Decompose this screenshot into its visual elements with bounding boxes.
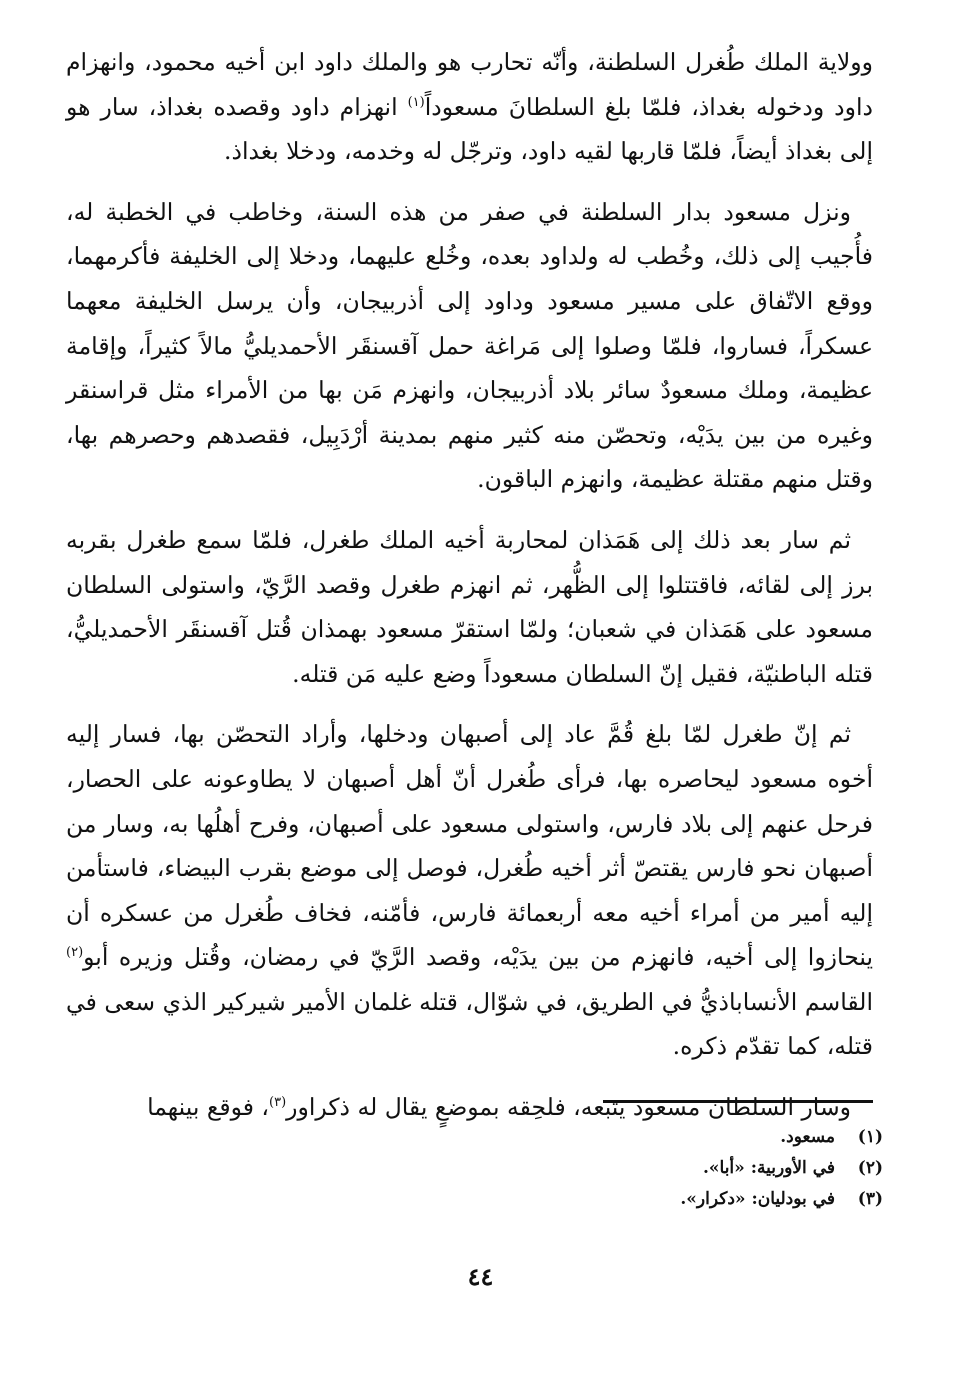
footnote-1-text: مسعود. (780, 1127, 835, 1147)
footnotes-block (383, 1122, 883, 1215)
paragraph-1-text-a: وولاية الملك طُغرل السلطنة، وأنّه تحارب هو والملك داود ابن أخيه محمود، وانهزام داود ودخوله بغداذ، فلمّا بلغ السلطانَ مسعوداً (66, 48, 873, 121)
paragraph-1-text-b: انهزام داود وقصده بغداذ، سار هو إلى بغداذ أيضاً، فلمّا قاربها لقيه داود، وترجّل له وخدمه، ودخلا بغداذ. (66, 92, 873, 166)
footnote-1 (383, 1122, 883, 1153)
footnote-ref-3: (٣) (269, 1095, 287, 1111)
main-text-block (66, 40, 873, 1146)
paragraph-2-text: ونزل مسعود بدار السلطنة في صفر من هذه السنة، وخاطب في الخطبة له، فأُجيب إلى ذلك، وخُطب له ولداود بعده، وخُلع عليهما، ودخلا إلى الخليفة فأكرمهما، ووقع الاتّفاق على مسير مسعود وداود إلى أذربيجان، وأن يرسل الخليفة معهما عسكراً، فساروا، فلمّا وصلوا إلى مَراغة حمل آقسنقَر الأحمديليُّ مالاً كثيراً، وإقامة عظيمة، وملك مسعودٌ سائر بلاد أذربيجان، وانهزم مَن بها من الأمراء مثل قراسنقر وغيره من بين يدَيْه، وتحصّن منه كثير منهم بمدينة أرْدَبِيل، فقصدهم وحصرهم بها، وقتل منهم مقتلة عظيمة، وانهزم الباقون. (66, 197, 873, 494)
paragraph-4 (66, 712, 873, 1069)
footnote-3 (383, 1184, 883, 1215)
footnote-3-number: (٣) (857, 1189, 883, 1209)
paragraph-5-text-b: ، فوقع بينهما (147, 1093, 270, 1122)
paragraph-3-text: ثم سار بعد ذلك إلى هَمَذان لمحاربة أخيه الملك طغرل، فلمّا سمع طغرل بقربه برز إلى لقائه، فاقتتلوا إلى الظُّهر، ثم انهزم طغرل وقصد الرَّيّ، واستولى السلطان مسعود على هَمَذان في شعبان؛ ولمّا استقرّ مسعود بهمذان قُتل آقسنقَر الأحمديليُّ، قتله الباطنيّة، فقيل إنّ السلطان مسعوداً وضع عليه مَن قتله. (66, 525, 873, 688)
page-number: ٤٤ (467, 1262, 494, 1291)
footnote-2 (383, 1153, 883, 1184)
footnote-ref-2: (٢) (66, 945, 84, 961)
paragraph-3 (66, 518, 873, 696)
footnote-1-number: (١) (857, 1127, 883, 1147)
paragraph-2 (66, 190, 873, 502)
footnote-2-number: (٢) (857, 1158, 883, 1178)
paragraph-4-text-a: ثم إنّ طغرل لمّا بلغ قُمَّ عاد إلى أصبهان ودخلها، وأراد التحصّن بها، فسار إليه أخوه مسعود ليحاصره بها، فرأى طُغرل أنّ أهل أصبهان لا يطاوعونه على الحصار، فرحل عنهم إلى بلاد فارس، واستولى مسعود على أصبهان، وفرح أهلُها به، وسار من أصبهان نحو فارس يقتصّ أثر أخيه طُغرل، فوصل إلى موضع بقرب البيضاء، فاستأمن إليه أمير من أمراء أخيه معه أربعمائة فارس، فأمّنه، فخاف طُغرل من عسكره أن ينحازوا إلى أخيه، فانهزم من بين يدَيْه، وقصد الرَّيّ في رمضان، وقُتل وزيره أبو (66, 720, 873, 972)
footnote-3-text: في بودليان: «دكرار». (680, 1189, 835, 1209)
footnote-divider (603, 1100, 873, 1103)
footnote-ref-1: (١) (407, 94, 425, 110)
paragraph-5-text-a: وسار السلطان مسعود يتبعه، فلحِقه بموضعٍ يقال له ذكراور (286, 1093, 851, 1122)
footnote-2-text: في الأوربية: «أبا». (702, 1158, 835, 1178)
paragraph-4-text-b: القاسم الأنساباذيُّ في الطريق، في شوّال، قتله غلمان الأمير شيركير الذي سعى في قتله، كما تقدّم ذكره. (66, 987, 873, 1061)
paragraph-1 (66, 40, 873, 174)
